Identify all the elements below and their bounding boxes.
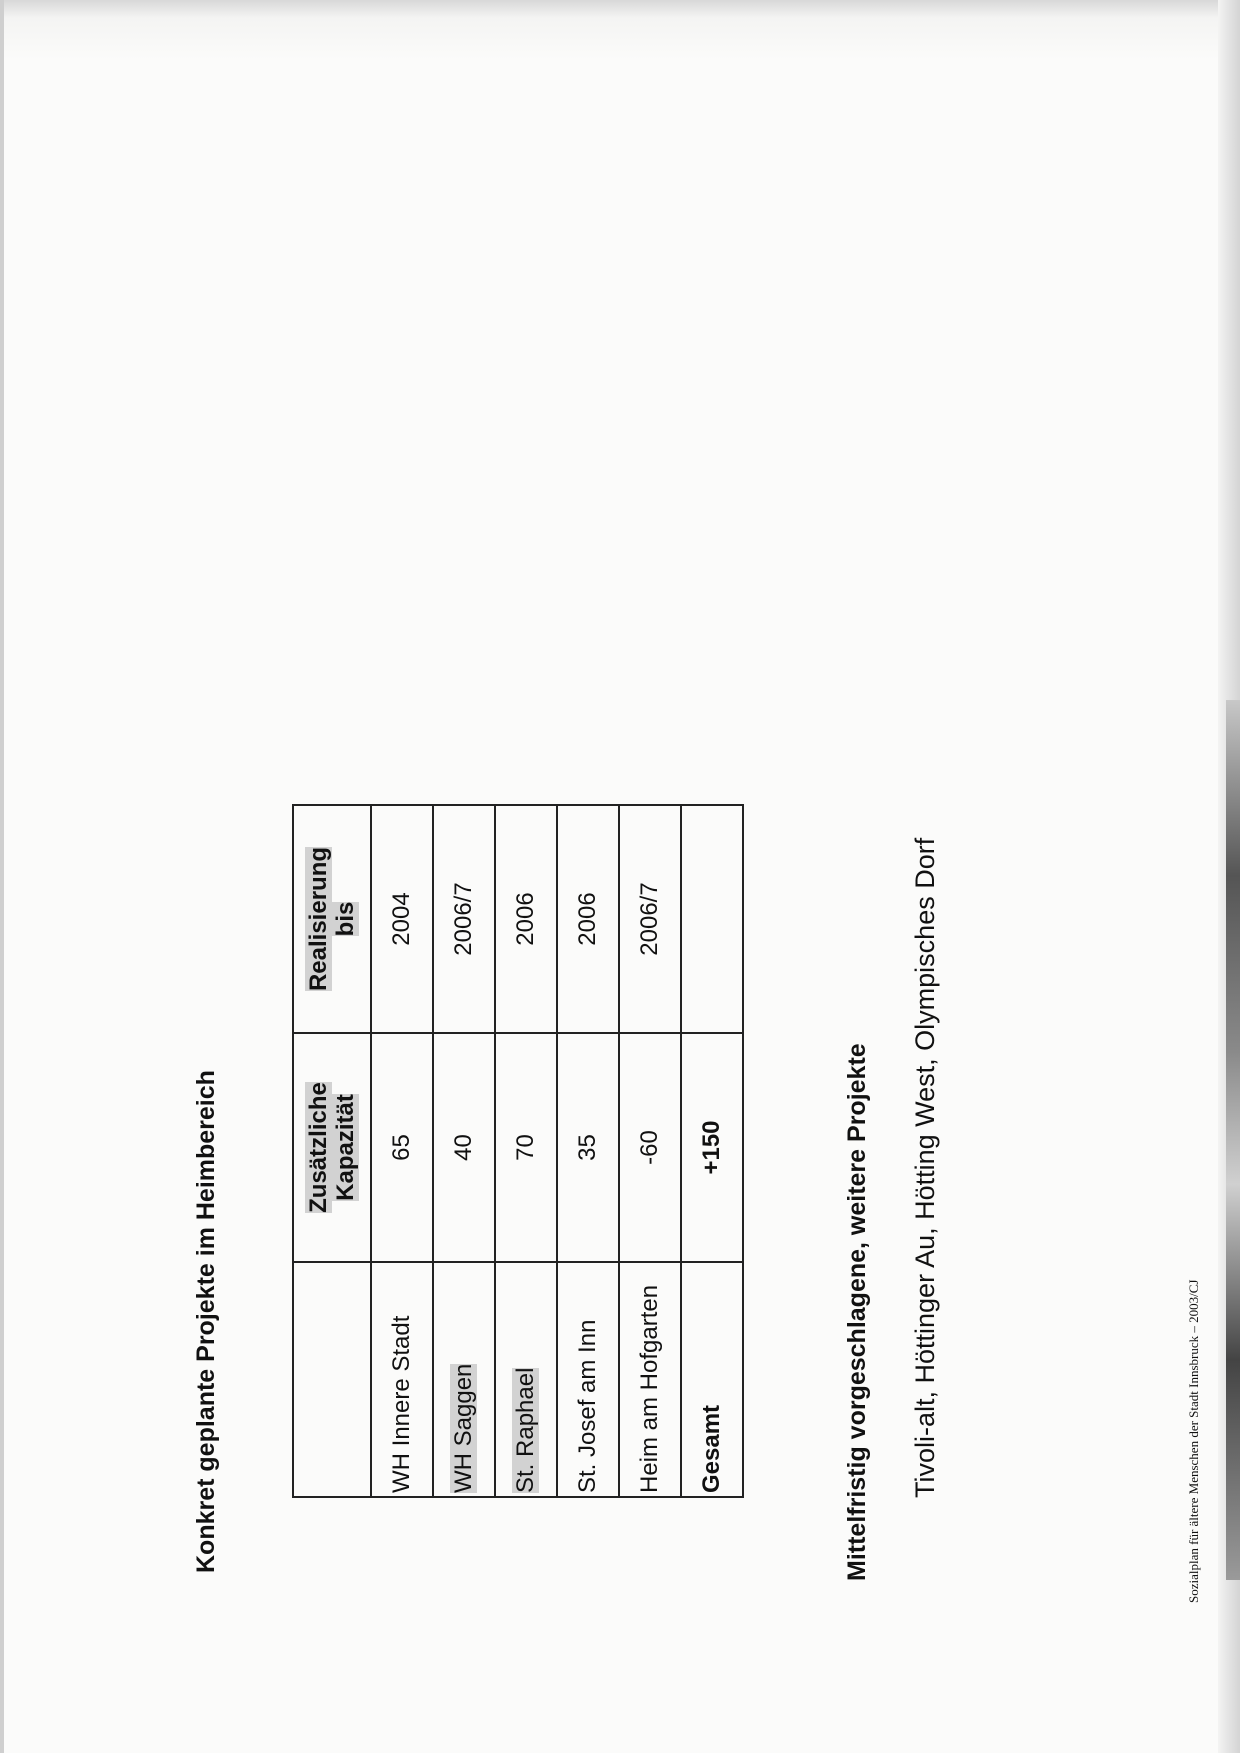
row-realization: 2006 bbox=[495, 805, 557, 1033]
row-capacity: 35 bbox=[557, 1033, 619, 1262]
row-name: Heim am Hofgarten bbox=[619, 1262, 681, 1497]
row-name bbox=[495, 1262, 557, 1497]
row-realization: 2004 bbox=[371, 805, 433, 1033]
table-row bbox=[371, 805, 433, 1497]
section-heading: Mittelfristig vorgeschlagene, weitere Projekte bbox=[843, 1043, 871, 1581]
row-realization: 2006/7 bbox=[619, 805, 681, 1033]
table-row bbox=[433, 805, 495, 1497]
row-capacity: -60 bbox=[619, 1033, 681, 1262]
total-capacity: +150 bbox=[681, 1033, 743, 1262]
table-row bbox=[619, 805, 681, 1497]
table-row bbox=[557, 805, 619, 1497]
page-footer: Sozialplan für ältere Menschen der Stadt Innsbruck – 2003/CJ bbox=[1186, 1279, 1201, 1603]
row-name: St. Josef am Inn bbox=[557, 1262, 619, 1497]
table-header-row bbox=[293, 805, 371, 1497]
row-capacity: 40 bbox=[433, 1033, 495, 1262]
total-realization bbox=[681, 805, 743, 1033]
row-name: WH Innere Stadt bbox=[371, 1262, 433, 1497]
header-realization-label: Realisierung bis bbox=[305, 846, 359, 992]
table-row bbox=[495, 805, 557, 1497]
row-realization: 2006 bbox=[557, 805, 619, 1033]
projects-table bbox=[292, 804, 744, 1498]
header-name bbox=[293, 1262, 371, 1497]
row-realization: 2006/7 bbox=[433, 805, 495, 1033]
header-capacity bbox=[293, 1033, 371, 1262]
header-realization bbox=[293, 805, 371, 1033]
row-capacity: 65 bbox=[371, 1033, 433, 1262]
total-name: Gesamt bbox=[681, 1262, 743, 1497]
row-name bbox=[433, 1262, 495, 1497]
header-capacity-label: Zusätzliche Kapazität bbox=[305, 1082, 359, 1213]
page-title: Konkret geplante Projekte im Heimbereich bbox=[192, 1070, 220, 1573]
row-capacity: 70 bbox=[495, 1033, 557, 1262]
row-name-label: St. Raphael bbox=[512, 1367, 539, 1493]
table-total-row bbox=[681, 805, 743, 1497]
locations-text: Tivoli-alt, Höttinger Au, Hötting West, Olympisches Dorf bbox=[910, 837, 940, 1498]
row-name-label: WH Saggen bbox=[450, 1363, 477, 1493]
